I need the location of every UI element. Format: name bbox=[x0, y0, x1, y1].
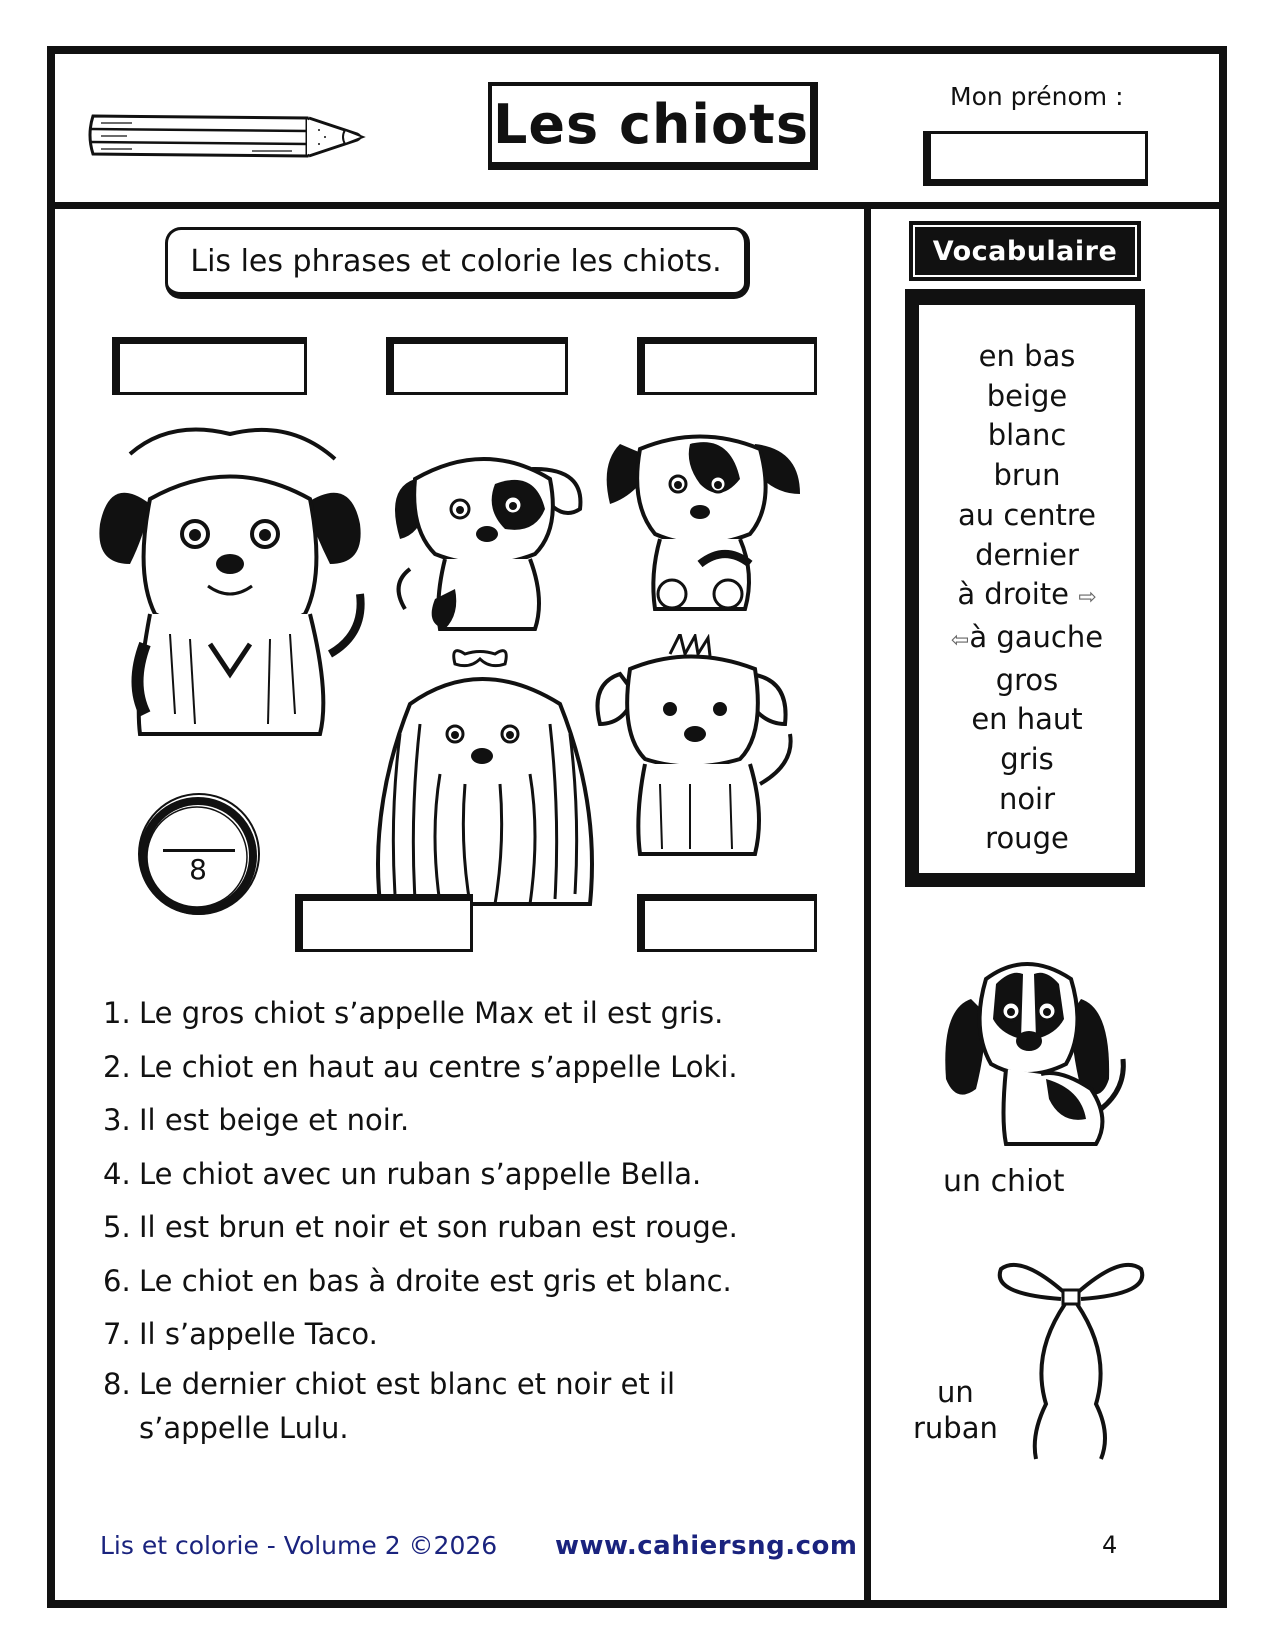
sentence-item: 7. Il s’appelle Taco. bbox=[103, 1317, 378, 1351]
puppy-name-box-1[interactable] bbox=[112, 337, 307, 395]
vocab-item: blanc bbox=[987, 418, 1067, 453]
arrow-left-icon: ⇦ bbox=[950, 627, 970, 653]
title-box bbox=[488, 82, 818, 170]
sentence-item: 4. Le chiot avec un ruban s’appelle Bella. bbox=[103, 1156, 702, 1191]
main-area bbox=[55, 209, 871, 1600]
name-field[interactable] bbox=[923, 131, 1148, 186]
vocab-item: en bas bbox=[978, 339, 1076, 373]
vocabulary-box bbox=[905, 289, 1145, 887]
score-input-line[interactable] bbox=[163, 849, 235, 852]
vocab-item: rouge bbox=[985, 821, 1069, 856]
puppy-name-box-2[interactable] bbox=[386, 337, 568, 395]
score-circle bbox=[133, 791, 263, 921]
footer-series: Lis et colorie - Volume 2 ©2026 bbox=[100, 1531, 498, 1560]
instruction-text: Lis les phrases et colorie les chiots. bbox=[190, 243, 722, 279]
sentence-item: 1. Le gros chiot s’appelle Max et il est gris. bbox=[103, 996, 724, 1030]
vocab-item: brun bbox=[993, 458, 1061, 493]
pencil-icon bbox=[87, 110, 387, 162]
score-total: 8 bbox=[189, 853, 207, 886]
vocab-item-droite: à droite ⇨ bbox=[957, 577, 1097, 612]
vocab-item: gros bbox=[995, 662, 1059, 697]
bella-puppy-with-ribbon-illustration bbox=[370, 644, 600, 914]
vocab-item: en haut bbox=[971, 702, 1083, 737]
chiot-label: un chiot bbox=[943, 1164, 1065, 1199]
ruban-label: un ruban bbox=[913, 1375, 998, 1445]
arrow-right-icon: ⇨ bbox=[1078, 585, 1097, 611]
page-title: Les chiots bbox=[493, 92, 809, 156]
footer-url-link[interactable]: www.cahiersng.com bbox=[555, 1531, 858, 1561]
spotted-puppy-illustration bbox=[600, 424, 810, 624]
taco-scruffy-puppy-illustration bbox=[590, 634, 810, 864]
puppy-name-box-5[interactable] bbox=[637, 894, 817, 952]
vocab-item: au centre bbox=[957, 497, 1097, 532]
basset-puppy-illustration bbox=[931, 939, 1131, 1159]
vocabulary-list bbox=[919, 337, 1135, 859]
vocab-item: dernier bbox=[975, 537, 1079, 572]
puppy-name-box-3[interactable] bbox=[637, 337, 817, 395]
vocab-item: beige bbox=[986, 378, 1068, 413]
name-label: Mon prénom : bbox=[950, 82, 1124, 111]
vocab-item: gris bbox=[1000, 742, 1054, 777]
worksheet-page bbox=[47, 46, 1227, 1608]
sentence-item: 2. Le chiot en haut au centre s’appelle Loki. bbox=[103, 1049, 738, 1084]
sentence-item: 5. Il est brun et noir et son ruban est rouge. bbox=[103, 1210, 738, 1244]
header bbox=[55, 54, 1219, 209]
sentence-item: 3. Il est beige et noir. bbox=[103, 1103, 410, 1137]
ribbon-illustration bbox=[991, 1254, 1151, 1464]
page-number: 4 bbox=[1102, 1531, 1118, 1559]
vocab-item: noir bbox=[998, 781, 1056, 816]
big-shaggy-puppy-illustration bbox=[90, 414, 380, 754]
loki-puppy-illustration bbox=[385, 439, 595, 639]
sentence-list bbox=[103, 987, 843, 1450]
puppy-name-box-4[interactable] bbox=[295, 894, 473, 952]
vocabulary-title-box bbox=[909, 221, 1141, 281]
sentence-item: 8. Le dernier chiot est blanc et noir et il s’appelle Lulu. bbox=[103, 1366, 676, 1445]
sentence-item: 6. Le chiot en bas à droite est gris et blanc. bbox=[103, 1263, 732, 1298]
vocabulary-panel bbox=[871, 209, 1221, 1600]
vocab-item-gauche: ⇦à gauche bbox=[950, 619, 1104, 654]
vocabulary-title: Vocabulaire bbox=[932, 235, 1118, 267]
instruction-box bbox=[165, 227, 750, 299]
